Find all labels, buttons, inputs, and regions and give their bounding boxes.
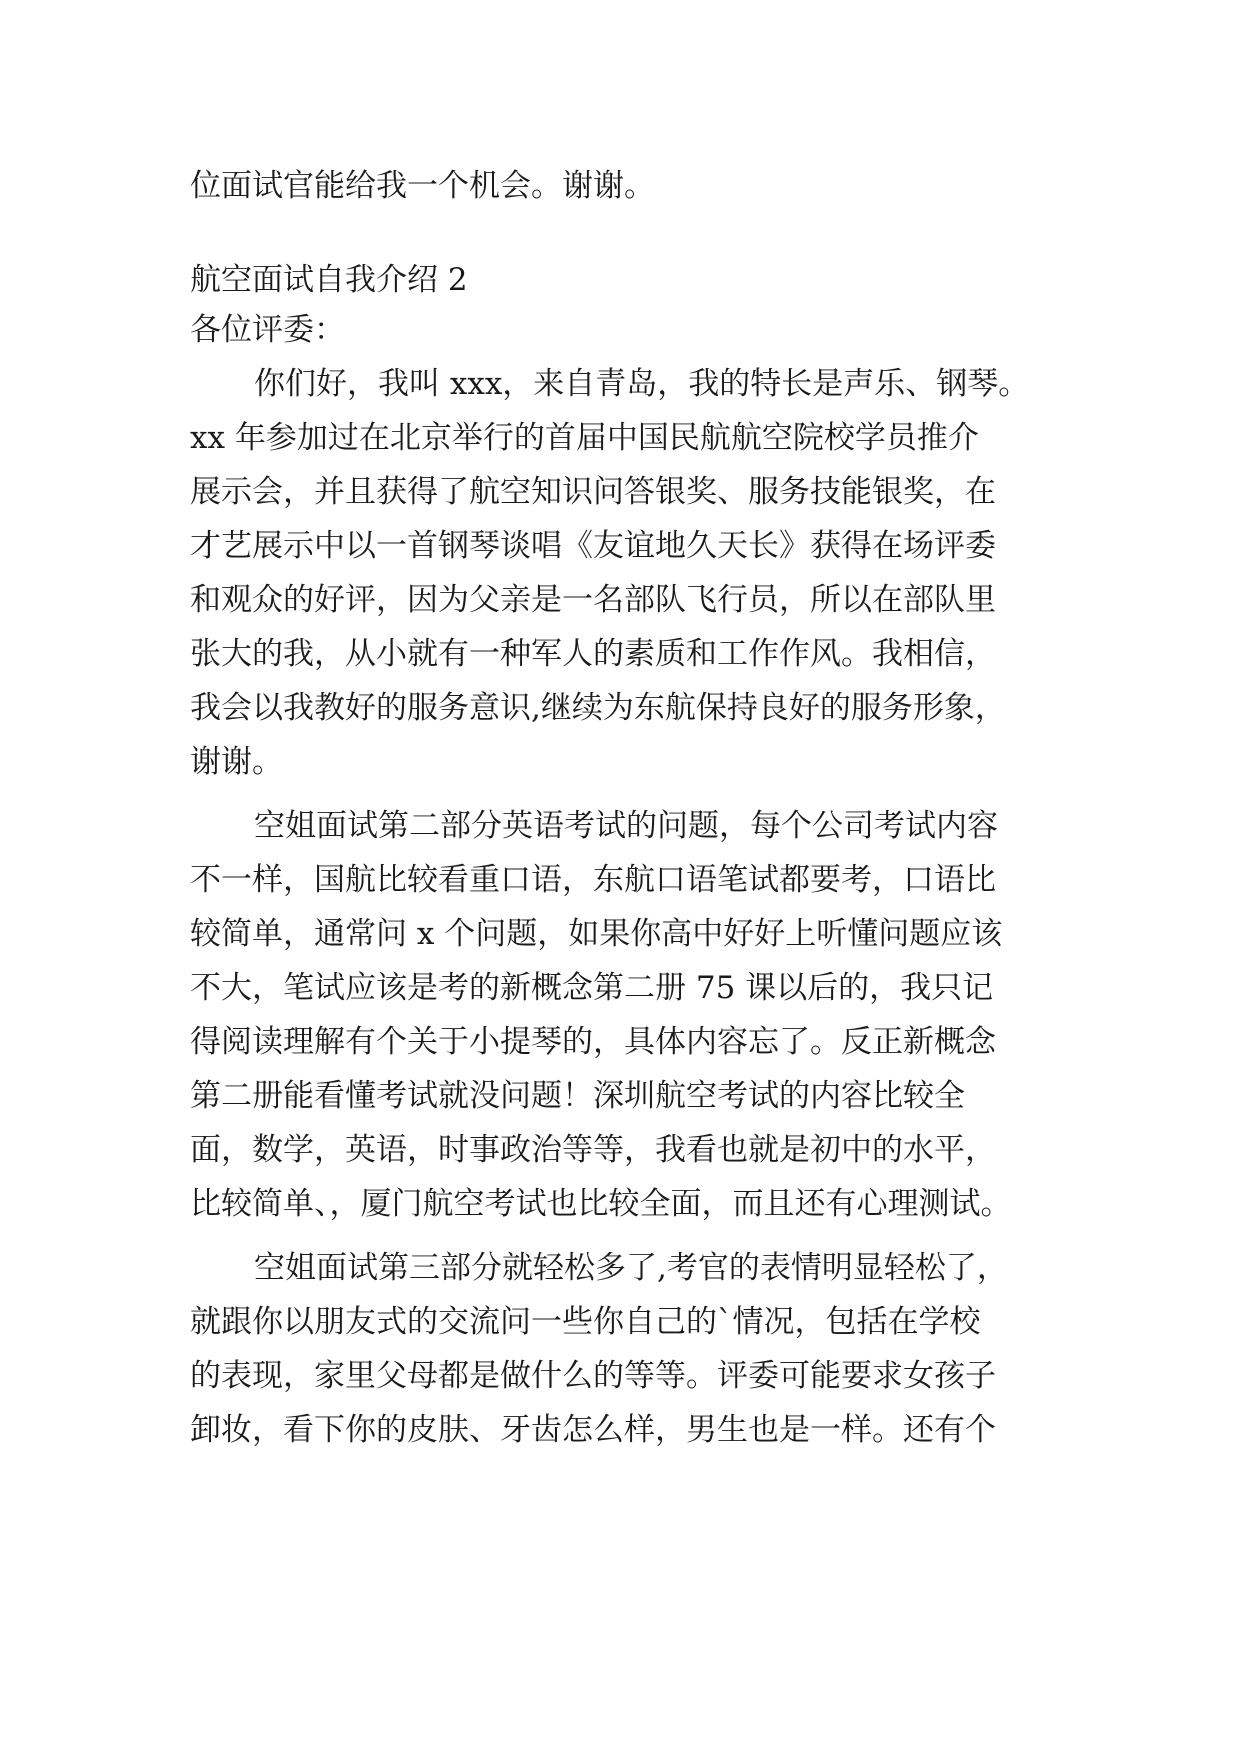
paragraph-line: 较简单，通常问 x 个问题，如果你高中好好上听懂问题应该 <box>190 916 1003 952</box>
paragraph-line: 卸妆，看下你的皮肤、牙齿怎么样，男生也是一样。还有个 <box>190 1412 996 1448</box>
paragraph-line: 和观众的好评，因为父亲是一名部队飞行员，所以在部队里 <box>190 582 996 618</box>
paragraph-line: 你们好，我叫 xxx，来自青岛，我的特长是声乐、钢琴。 <box>254 366 1030 402</box>
paragraph-line: 位面试官能给我一个机会。谢谢。 <box>190 168 655 204</box>
paragraph-line: 我会以我教好的服务意识,继续为东航保持良好的服务形象， <box>190 690 1006 726</box>
paragraph-line: 谢谢。 <box>190 744 283 780</box>
paragraph-line: 不一样，国航比较看重口语，东航口语笔试都要考，口语比 <box>190 862 996 898</box>
paragraph-line: 的表现，家里父母都是做什么的等等。评委可能要求女孩子 <box>190 1358 996 1394</box>
paragraph-line: 得阅读理解有个关于小提琴的，具体内容忘了。反正新概念 <box>190 1024 996 1060</box>
paragraph-line: 就跟你以朋友式的交流问一些你自己的`情况，包括在学校 <box>190 1304 981 1340</box>
paragraph-line: 第二册能看懂考试就没问题！深圳航空考试的内容比较全 <box>190 1078 965 1114</box>
salutation: 各位评委： <box>190 312 345 348</box>
section-heading: 航空面试自我介绍 2 <box>190 262 468 298</box>
paragraph-line: 才艺展示中以一首钢琴谈唱《友谊地久天长》获得在场评委 <box>190 528 996 564</box>
paragraph-line: 空姐面试第三部分就轻松多了,考官的表情明显轻松了， <box>254 1250 1008 1286</box>
paragraph-line: 比较简单、，厦门航空考试也比较全面，而且还有心理测试。 <box>190 1186 1012 1222</box>
paragraph-line: 空姐面试第二部分英语考试的问题，每个公司考试内容 <box>254 808 998 844</box>
paragraph-line: xx 年参加过在北京举行的首届中国民航航空院校学员推介 <box>190 420 979 456</box>
paragraph-line: 不大，笔试应该是考的新概念第二册 75 课以后的，我只记 <box>190 970 994 1006</box>
paragraph-line: 张大的我，从小就有一种军人的素质和工作作风。我相信， <box>190 636 996 672</box>
paragraph-line: 展示会，并且获得了航空知识问答银奖、服务技能银奖，在 <box>190 474 996 510</box>
paragraph-line: 面，数学，英语，时事政治等等，我看也就是初中的水平， <box>190 1132 996 1168</box>
